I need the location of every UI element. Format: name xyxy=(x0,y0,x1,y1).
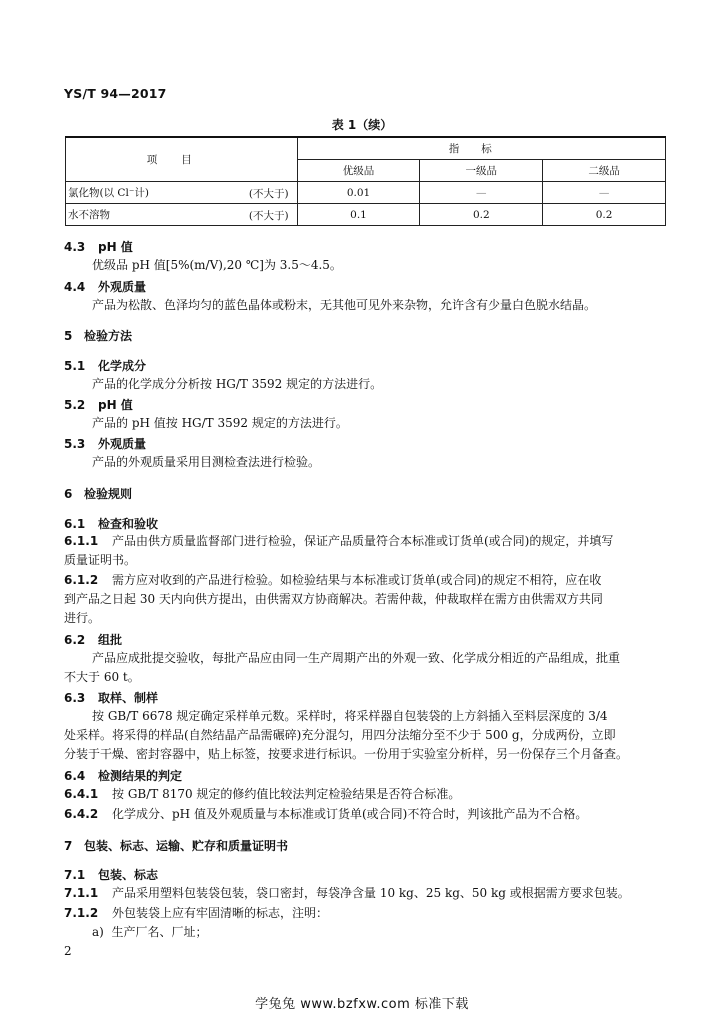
paragraph: 产品为松散、色泽均匀的蓝色晶体或粉末，无其他可见外来杂物，允许含有少量白色脱水结晶。 xyxy=(92,298,597,312)
chapter-heading-7 xyxy=(64,837,288,854)
chapter-heading-6 xyxy=(64,485,132,502)
clause-number: 6.4.2 xyxy=(64,807,99,821)
paragraph: 产品的化学成分分析按 HG/T 3592 规定的方法进行。 xyxy=(92,377,383,391)
table-caption: 表 1（续） xyxy=(331,118,393,132)
section-title: 外观质量 xyxy=(98,437,147,451)
clause-6-1-2-line xyxy=(64,572,601,588)
paragraph-continuation: 到产品之日起 30 天内向供方提出，由供需双方协商解决。若需仲裁，仲裁取样在需方由供需双方共同 xyxy=(64,592,603,606)
section-title: 化学成分 xyxy=(98,359,147,373)
section-heading-5-1 xyxy=(64,357,146,374)
section-number: 6.2 xyxy=(64,633,86,647)
row-value: 0.1 xyxy=(297,204,420,226)
clause-text: 化学成分、pH 值及外观质量与本标准或订货单(或合同)不符合时，判该批产品为不合格。 xyxy=(112,807,588,821)
paragraph: 优级品 pH 值[5%(m/V),20 ℃]为 3.5～4.5。 xyxy=(92,258,342,272)
clause-number: 6.4.1 xyxy=(64,787,99,801)
section-heading-4-3 xyxy=(64,238,133,255)
section-number: 4.3 xyxy=(64,240,86,254)
chapter-title: 包装、标志、运输、贮存和质量证明书 xyxy=(84,839,289,853)
clause-text: 产品采用塑料包装袋包装，袋口密封，每袋净含量 10 kg、25 kg、50 kg 或根据需方要求包装。 xyxy=(112,886,630,900)
table-row xyxy=(66,204,666,226)
section-title: pH 值 xyxy=(98,240,133,254)
row-item-name: 氯化物(以 Cl⁻计) xyxy=(68,187,149,199)
page-number: 2 xyxy=(64,944,72,958)
grade-header: 二级品 xyxy=(543,160,666,182)
clause-text: 外包装袋上应有牢固清晰的标志，注明： xyxy=(112,906,329,920)
clause-6-4-2-line xyxy=(64,806,587,822)
section-heading-6-4 xyxy=(64,767,182,784)
section-number: 4.4 xyxy=(64,280,86,294)
clause-7-1-2-line xyxy=(64,905,328,921)
table-header-item: 项目 xyxy=(66,137,298,182)
chapter-heading-5 xyxy=(64,327,132,344)
clause-number: 6.1.1 xyxy=(64,534,99,548)
clause-text: 产品由供方质量监督部门进行检验，保证产品质量符合本标准或订货单(或合同)的规定，并填写 xyxy=(112,534,614,548)
paragraph: 产品应成批提交验收，每批产品应由同一生产周期产出的外观一致、化学成分相近的产品组成，批重 xyxy=(92,651,621,665)
section-title: 包装、标志 xyxy=(98,868,159,882)
section-number: 7.1 xyxy=(64,868,86,882)
list-item-a xyxy=(92,924,208,940)
chapter-title: 检验方法 xyxy=(84,329,133,343)
paragraph-continuation: 处采样。将采得的样品(自然结晶产品需碾碎)充分混匀，用四分法缩分至不少于 500 g，分成两份，立即 xyxy=(64,728,616,742)
standard-code: YS/T 94—2017 xyxy=(64,86,167,101)
grade-header: 一级品 xyxy=(420,160,543,182)
section-heading-5-3 xyxy=(64,435,146,452)
row-value: — xyxy=(543,182,666,204)
section-heading-6-2 xyxy=(64,631,122,648)
section-title: 组批 xyxy=(98,633,123,647)
row-item-limit: (不大于) xyxy=(248,210,289,222)
list-text: 生产厂名、厂址； xyxy=(111,925,208,939)
section-heading-4-4 xyxy=(64,278,146,295)
paragraph-continuation: 进行。 xyxy=(64,611,101,625)
section-heading-6-3 xyxy=(64,689,158,706)
section-title: 外观质量 xyxy=(98,280,147,294)
section-heading-5-2 xyxy=(64,396,133,413)
clause-6-1-1-line xyxy=(64,533,613,549)
row-value: 0.01 xyxy=(297,182,420,204)
paragraph: 产品的外观质量采用目测检查法进行检验。 xyxy=(92,455,321,469)
clause-7-1-1-line xyxy=(64,885,630,901)
spec-table xyxy=(65,136,666,226)
list-marker: a) xyxy=(92,925,104,939)
clause-number: 7.1.2 xyxy=(64,906,99,920)
paragraph: 产品的 pH 值按 HG/T 3592 规定的方法进行。 xyxy=(92,416,348,430)
chapter-title: 检验规则 xyxy=(84,487,133,501)
clause-text: 需方应对收到的产品进行检验。如检验结果与本标准或订货单(或合同)的规定不相符，应在收 xyxy=(112,573,602,587)
section-number: 6.4 xyxy=(64,769,86,783)
row-item-limit: (不大于) xyxy=(248,188,289,200)
chapter-number: 5 xyxy=(64,329,73,343)
row-value: 0.2 xyxy=(420,204,543,226)
clause-text: 按 GB/T 8170 规定的修约值比较法判定检验结果是否符合标准。 xyxy=(112,787,461,801)
section-number: 5.3 xyxy=(64,437,86,451)
section-number: 6.1 xyxy=(64,517,86,531)
section-heading-7-1 xyxy=(64,866,158,883)
row-item-name: 水不溶物 xyxy=(68,209,110,221)
section-title: 检测结果的判定 xyxy=(98,769,183,783)
section-number: 5.1 xyxy=(64,359,86,373)
section-heading-6-1 xyxy=(64,515,158,532)
row-item-cell xyxy=(66,182,298,204)
section-number: 6.3 xyxy=(64,691,86,705)
paragraph-continuation: 质量证明书。 xyxy=(64,553,137,567)
row-item-cell xyxy=(66,204,298,226)
clause-6-4-1-line xyxy=(64,786,460,802)
table-row xyxy=(66,182,666,204)
paragraph: 按 GB/T 6678 规定确定采样单元数。采样时，将采样器自包装袋的上方斜插入至料层深度的 3/4 xyxy=(92,709,608,723)
section-number: 5.2 xyxy=(64,398,86,412)
table-header-index: 指标 xyxy=(297,137,665,160)
row-value: — xyxy=(420,182,543,204)
row-value: 0.2 xyxy=(543,204,666,226)
chapter-number: 6 xyxy=(64,487,73,501)
grade-header: 优级品 xyxy=(297,160,420,182)
section-title: pH 值 xyxy=(98,398,133,412)
paragraph-continuation: 不大于 60 t。 xyxy=(64,670,140,684)
clause-number: 6.1.2 xyxy=(64,573,99,587)
watermark-link[interactable]: 学兔兔 www.bzfxw.com 标准下载 xyxy=(255,997,469,1012)
section-title: 取样、制样 xyxy=(98,691,159,705)
paragraph-continuation: 分装于干燥、密封容器中，贴上标签，按要求进行标识。一份用于实验室分析样，另一份保存三个月备查。 xyxy=(64,747,629,761)
chapter-number: 7 xyxy=(64,839,73,853)
clause-number: 7.1.1 xyxy=(64,886,99,900)
section-title: 检查和验收 xyxy=(98,517,159,531)
